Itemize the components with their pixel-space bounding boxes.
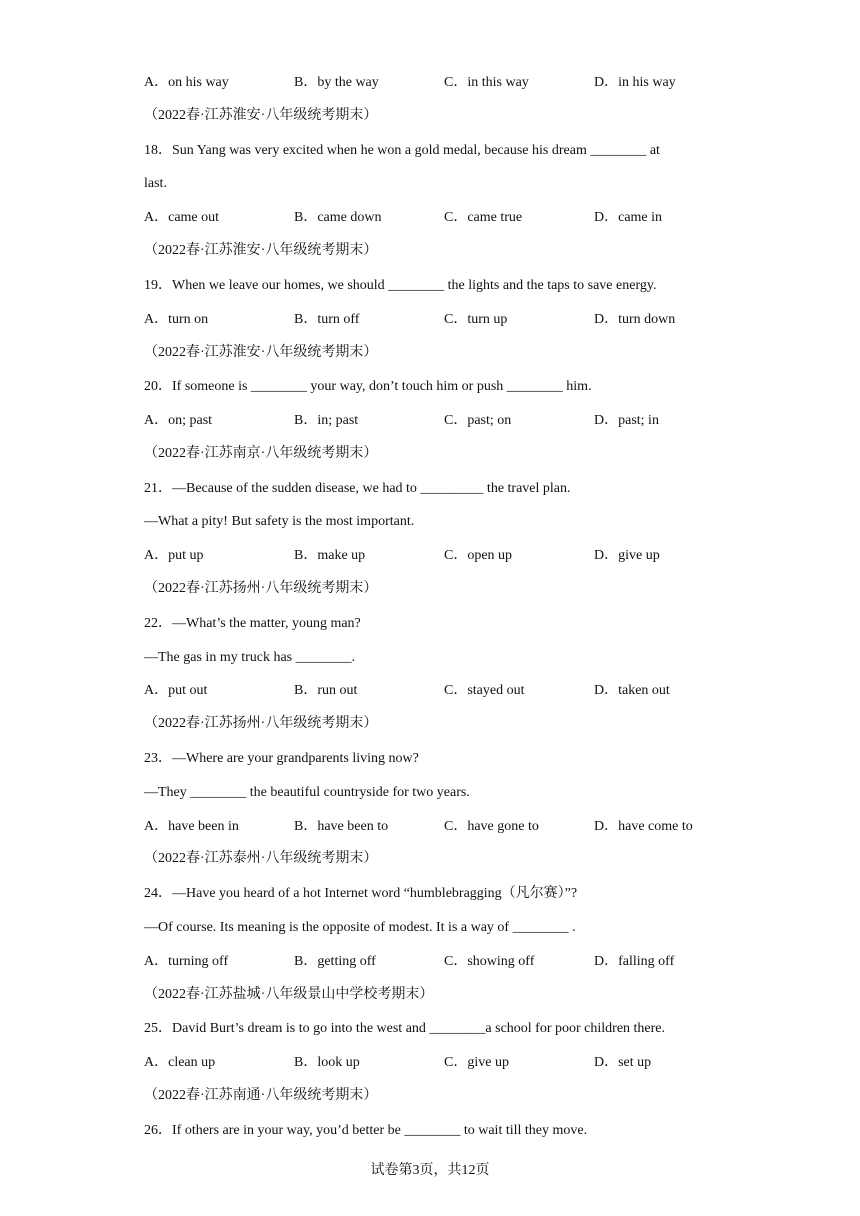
option-d: D．past; in (594, 413, 659, 428)
option-c: C．past; on (444, 413, 512, 428)
option-c: C．open up (444, 548, 513, 563)
q18-source: （2022春·江苏淮安·八年级统考期末） (144, 243, 378, 258)
option-d: D．falling off (594, 954, 675, 969)
q21-stem: 21．—Because of the sudden disease, we had to _________ the travel plan. (144, 481, 571, 496)
option-d: D．taken out (594, 683, 670, 698)
q24-stem: 24．—Have you heard of a hot Internet word “humblebragging（凡尔赛）”? (144, 886, 578, 901)
option-b: B．run out (294, 683, 358, 698)
q20-stem: 20．If someone is ________ your way, don’t touch him or push ________ him. (144, 379, 592, 394)
q18-stem-cont: last. (144, 176, 167, 191)
option-b: B．have been to (294, 819, 389, 834)
page-footer: 试卷第3页，共12页 (370, 1163, 490, 1178)
option-d: D．give up (594, 548, 660, 563)
q24-reply: —Of course. Its meaning is the opposite of modest. It is a way of ________ . (144, 920, 576, 935)
q21-options (144, 547, 744, 565)
q25-stem: 25．David Burt’s dream is to go into the west and ________a school for poor children there. (144, 1021, 666, 1036)
q17-options (144, 74, 744, 92)
q19-source: （2022春·江苏淮安·八年级统考期末） (144, 345, 378, 360)
q24-options (144, 953, 744, 971)
q19-options (144, 311, 744, 329)
q25-options (144, 1054, 744, 1072)
option-b: B．by the way (294, 75, 379, 90)
option-a: A．put up (144, 548, 204, 563)
option-a: A．on his way (144, 75, 229, 90)
option-a: A．have been in (144, 819, 239, 834)
option-c: C．came true (444, 210, 523, 225)
option-b: B．make up (294, 548, 366, 563)
q23-stem: 23．—Where are your grandparents living now? (144, 751, 419, 766)
option-c: C．in this way (444, 75, 529, 90)
option-c: C．turn up (444, 312, 508, 327)
option-c: C．showing off (444, 954, 535, 969)
option-b: B．came down (294, 210, 382, 225)
q22-source: （2022春·江苏扬州·八年级统考期末） (144, 716, 378, 731)
option-a: A．turning off (144, 954, 229, 969)
option-b: B．getting off (294, 954, 376, 969)
q21-reply: —What a pity! But safety is the most important. (144, 514, 415, 529)
option-c: C．give up (444, 1055, 509, 1070)
option-a: A．turn on (144, 312, 209, 327)
q24-source: （2022春·江苏盐城·八年级景山中学校考期末） (144, 987, 434, 1002)
option-c: C．stayed out (444, 683, 525, 698)
option-b: B．look up (294, 1055, 360, 1070)
q26-stem: 26．If others are in your way, you’d better be ________ to wait till they move. (144, 1123, 588, 1138)
q18-options (144, 209, 744, 227)
option-d: D．turn down (594, 312, 676, 327)
q23-source: （2022春·江苏泰州·八年级统考期末） (144, 851, 378, 866)
q25-source: （2022春·江苏南通·八年级统考期末） (144, 1088, 378, 1103)
option-a: A．came out (144, 210, 220, 225)
option-a: A．clean up (144, 1055, 216, 1070)
option-b: B．in; past (294, 413, 359, 428)
q23-options (144, 818, 744, 836)
q23-reply: —They ________ the beautiful countryside for two years. (144, 785, 470, 800)
q22-reply: —The gas in my truck has ________. (144, 650, 356, 665)
q21-source: （2022春·江苏扬州·八年级统考期末） (144, 581, 378, 596)
q20-source: （2022春·江苏南京·八年级统考期末） (144, 446, 378, 461)
option-b: B．turn off (294, 312, 360, 327)
option-c: C．have gone to (444, 819, 539, 834)
q20-options (144, 412, 744, 430)
option-d: D．came in (594, 210, 663, 225)
option-a: A．put out (144, 683, 208, 698)
option-d: D．have come to (594, 819, 693, 834)
q17-source: （2022春·江苏淮安·八年级统考期末） (144, 108, 378, 123)
q22-stem: 22．—What’s the matter, young man? (144, 616, 361, 631)
option-a: A．on; past (144, 413, 213, 428)
q22-options (144, 682, 744, 700)
option-d: D．in his way (594, 75, 676, 90)
option-d: D．set up (594, 1055, 652, 1070)
q18-stem: 18．Sun Yang was very excited when he won a gold medal, because his dream ________ at (144, 143, 660, 158)
q19-stem: 19．When we leave our homes, we should ________ the lights and the taps to save energy. (144, 278, 657, 293)
